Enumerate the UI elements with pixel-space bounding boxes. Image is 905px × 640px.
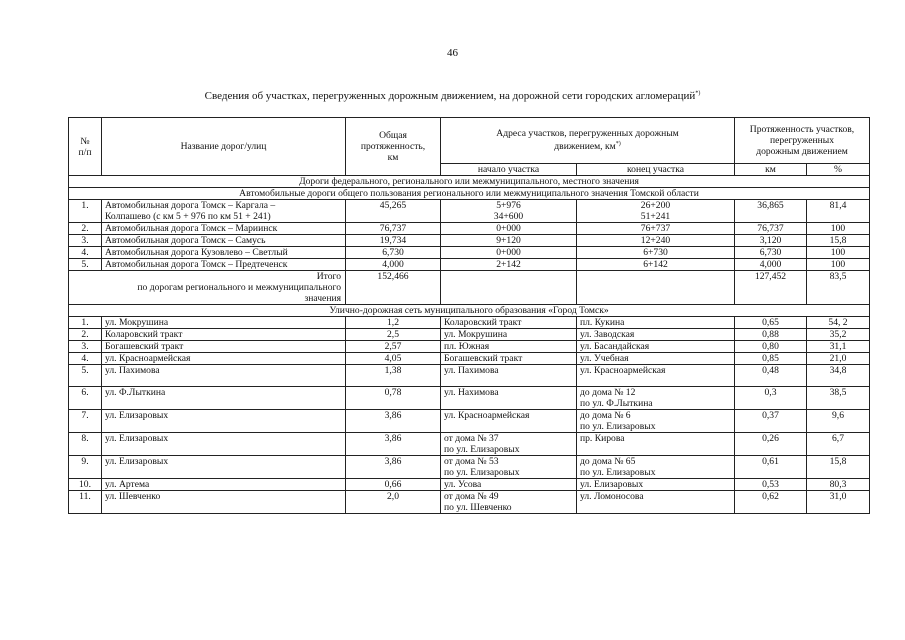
- table-row: [69, 317, 870, 329]
- total-pct: 83,5: [807, 271, 870, 305]
- cell-pct: 6,7: [807, 433, 870, 456]
- cell-n: 10.: [69, 479, 102, 491]
- cell-length: 2,57: [346, 341, 441, 353]
- table-row: [69, 365, 870, 387]
- city-rows: [69, 317, 870, 514]
- table-row: [69, 341, 870, 353]
- cell-start: 2+142: [441, 259, 577, 271]
- col-header-number: № п/п: [69, 118, 102, 176]
- cell-n: 3.: [69, 235, 102, 247]
- cell-name: Автомобильная дорога Томск – Самусь: [102, 235, 346, 247]
- section-main-roads: Дороги федерального, регионального или межмуниципального, местного значения: [69, 176, 870, 188]
- cell-km: 0,48: [735, 365, 807, 387]
- cell-pct: 31,1: [807, 341, 870, 353]
- cell-name: ул. Мокрушина: [102, 317, 346, 329]
- cell-end: 26+200 51+241: [577, 200, 735, 223]
- cell-pct: 34,8: [807, 365, 870, 387]
- title-footnote-mark: *): [695, 90, 701, 97]
- regional-rows: [69, 200, 870, 271]
- cell-end: до дома № 65 по ул. Елизаровых: [577, 456, 735, 479]
- cell-start: пл. Южная: [441, 341, 577, 353]
- col-header-length: Общая протяженность, км: [346, 118, 441, 176]
- document-title: [0, 90, 905, 102]
- cell-length: 2,0: [346, 491, 441, 514]
- cell-end: 6+730: [577, 247, 735, 259]
- cell-n: 3.: [69, 341, 102, 353]
- cell-n: 4.: [69, 353, 102, 365]
- cell-start: Богашевский тракт: [441, 353, 577, 365]
- cell-end: 6+142: [577, 259, 735, 271]
- cell-pct: 31,0: [807, 491, 870, 514]
- cell-pct: 38,5: [807, 387, 870, 410]
- cell-length: 45,265: [346, 200, 441, 223]
- cell-end: до дома № 12 по ул. Ф.Лыткина: [577, 387, 735, 410]
- cell-end: до дома № 6 по ул. Елизаровых: [577, 410, 735, 433]
- cell-n: 5.: [69, 259, 102, 271]
- cell-km: 0,37: [735, 410, 807, 433]
- cell-n: 2.: [69, 223, 102, 235]
- overloaded-sections-table: [68, 117, 870, 514]
- table-row: [69, 479, 870, 491]
- cell-length: 3,86: [346, 433, 441, 456]
- cell-length: 3,86: [346, 410, 441, 433]
- cell-km: 3,120: [735, 235, 807, 247]
- cell-name: Автомобильная дорога Кузовлево – Светлый: [102, 247, 346, 259]
- section-city-streets: Улично-дорожная сеть муниципального образования «Город Томск»: [69, 305, 870, 317]
- cell-end: ул. Ломоносова: [577, 491, 735, 514]
- col-header-addresses: [441, 118, 735, 164]
- cell-km: 36,865: [735, 200, 807, 223]
- cell-n: 7.: [69, 410, 102, 433]
- total-length: 152,466: [346, 271, 441, 305]
- cell-start: от дома № 53 по ул. Елизаровых: [441, 456, 577, 479]
- cell-km: 0,80: [735, 341, 807, 353]
- cell-start: 9+120: [441, 235, 577, 247]
- cell-pct: 15,8: [807, 456, 870, 479]
- cell-km: 0,65: [735, 317, 807, 329]
- cell-start: Коларовский тракт: [441, 317, 577, 329]
- cell-n: 6.: [69, 387, 102, 410]
- cell-n: 1.: [69, 317, 102, 329]
- cell-pct: 9,6: [807, 410, 870, 433]
- col-header-km: км: [735, 164, 807, 176]
- table-row: [69, 329, 870, 341]
- cell-pct: 100: [807, 259, 870, 271]
- cell-start: ул. Усова: [441, 479, 577, 491]
- table-row: [69, 353, 870, 365]
- cell-km: 0,88: [735, 329, 807, 341]
- cell-start: 0+000: [441, 247, 577, 259]
- col-header-name: Название дорог/улиц: [102, 118, 346, 176]
- cell-km: 0,61: [735, 456, 807, 479]
- cell-end: 12+240: [577, 235, 735, 247]
- col-header-end: конец участка: [577, 164, 735, 176]
- cell-name: ул. Пахимова: [102, 365, 346, 387]
- total-label: Итого по дорогам регионального и межмуниципального значения: [69, 271, 346, 305]
- cell-pct: 80,3: [807, 479, 870, 491]
- table-row: [69, 387, 870, 410]
- cell-end: 76+737: [577, 223, 735, 235]
- cell-end: ул. Красноармейская: [577, 365, 735, 387]
- col-header-start: начало участка: [441, 164, 577, 176]
- cell-length: 19,734: [346, 235, 441, 247]
- addresses-footnote-mark: *): [615, 141, 621, 148]
- cell-name: ул. Елизаровых: [102, 456, 346, 479]
- cell-name: ул. Елизаровых: [102, 410, 346, 433]
- cell-name: ул. Елизаровых: [102, 433, 346, 456]
- table-row: [69, 259, 870, 271]
- col-header-overloaded: Протяженность участков, перегруженных дорожным движением: [735, 118, 870, 164]
- cell-pct: 100: [807, 223, 870, 235]
- cell-length: 0,78: [346, 387, 441, 410]
- cell-pct: 21,0: [807, 353, 870, 365]
- cell-end: ул. Учебная: [577, 353, 735, 365]
- cell-length: 1,38: [346, 365, 441, 387]
- table-row: [69, 247, 870, 259]
- table-row: [69, 456, 870, 479]
- table-row: [69, 491, 870, 514]
- cell-km: 0,62: [735, 491, 807, 514]
- total-row: [69, 271, 870, 305]
- cell-name: Коларовский тракт: [102, 329, 346, 341]
- table-row: [69, 410, 870, 433]
- cell-length: 76,737: [346, 223, 441, 235]
- cell-length: 0,66: [346, 479, 441, 491]
- cell-length: 4,000: [346, 259, 441, 271]
- cell-km: 0,3: [735, 387, 807, 410]
- cell-length: 6,730: [346, 247, 441, 259]
- cell-length: 4,05: [346, 353, 441, 365]
- page-number: 46: [447, 47, 458, 59]
- addresses-text: Адреса участков, перегруженных дорожным движением, км: [496, 128, 679, 153]
- cell-start: от дома № 37 по ул. Елизаровых: [441, 433, 577, 456]
- cell-name: Богашевский тракт: [102, 341, 346, 353]
- table-row: [69, 433, 870, 456]
- cell-name: Автомобильная дорога Томск – Предтеченск: [102, 259, 346, 271]
- cell-n: 8.: [69, 433, 102, 456]
- cell-km: 0,85: [735, 353, 807, 365]
- table-row: [69, 235, 870, 247]
- table-row: [69, 200, 870, 223]
- total-end-empty: [577, 271, 735, 305]
- cell-km: 76,737: [735, 223, 807, 235]
- cell-n: 9.: [69, 456, 102, 479]
- col-header-pct: %: [807, 164, 870, 176]
- cell-start: ул. Красноармейская: [441, 410, 577, 433]
- cell-km: 6,730: [735, 247, 807, 259]
- cell-pct: 35,2: [807, 329, 870, 341]
- title-text: Сведения об участках, перегруженных дорожным движением, на дорожной сети городских агломераций: [204, 90, 696, 102]
- cell-n: 1.: [69, 200, 102, 223]
- cell-length: 1,2: [346, 317, 441, 329]
- table-row: [69, 223, 870, 235]
- cell-n: 11.: [69, 491, 102, 514]
- cell-start: ул. Пахимова: [441, 365, 577, 387]
- cell-end: ул. Басандайская: [577, 341, 735, 353]
- cell-km: 0,26: [735, 433, 807, 456]
- cell-end: пл. Кукина: [577, 317, 735, 329]
- cell-length: 2,5: [346, 329, 441, 341]
- cell-start: ул. Мокрушина: [441, 329, 577, 341]
- cell-km: 4,000: [735, 259, 807, 271]
- cell-name: ул. Красноармейская: [102, 353, 346, 365]
- section-regional-roads: Автомобильные дороги общего пользования регионального или межмуниципального значения Томской области: [69, 188, 870, 200]
- cell-start: от дома № 49 по ул. Шевченко: [441, 491, 577, 514]
- cell-name: Автомобильная дорога Томск – Каргала – Колпашево (с км 5 + 976 по км 51 + 241): [102, 200, 346, 223]
- cell-n: 5.: [69, 365, 102, 387]
- total-km: 127,452: [735, 271, 807, 305]
- cell-start: ул. Нахимова: [441, 387, 577, 410]
- cell-start: 5+976 34+600: [441, 200, 577, 223]
- cell-pct: 15,8: [807, 235, 870, 247]
- cell-name: ул. Шевченко: [102, 491, 346, 514]
- total-start-empty: [441, 271, 577, 305]
- cell-end: пр. Кирова: [577, 433, 735, 456]
- cell-n: 2.: [69, 329, 102, 341]
- cell-end: ул. Елизаровых: [577, 479, 735, 491]
- cell-length: 3,86: [346, 456, 441, 479]
- cell-n: 4.: [69, 247, 102, 259]
- cell-pct: 100: [807, 247, 870, 259]
- cell-end: ул. Заводская: [577, 329, 735, 341]
- cell-name: ул. Ф.Лыткина: [102, 387, 346, 410]
- cell-start: 0+000: [441, 223, 577, 235]
- cell-pct: 54, 2: [807, 317, 870, 329]
- cell-km: 0,53: [735, 479, 807, 491]
- cell-pct: 81,4: [807, 200, 870, 223]
- cell-name: ул. Артема: [102, 479, 346, 491]
- cell-name: Автомобильная дорога Томск – Мариинск: [102, 223, 346, 235]
